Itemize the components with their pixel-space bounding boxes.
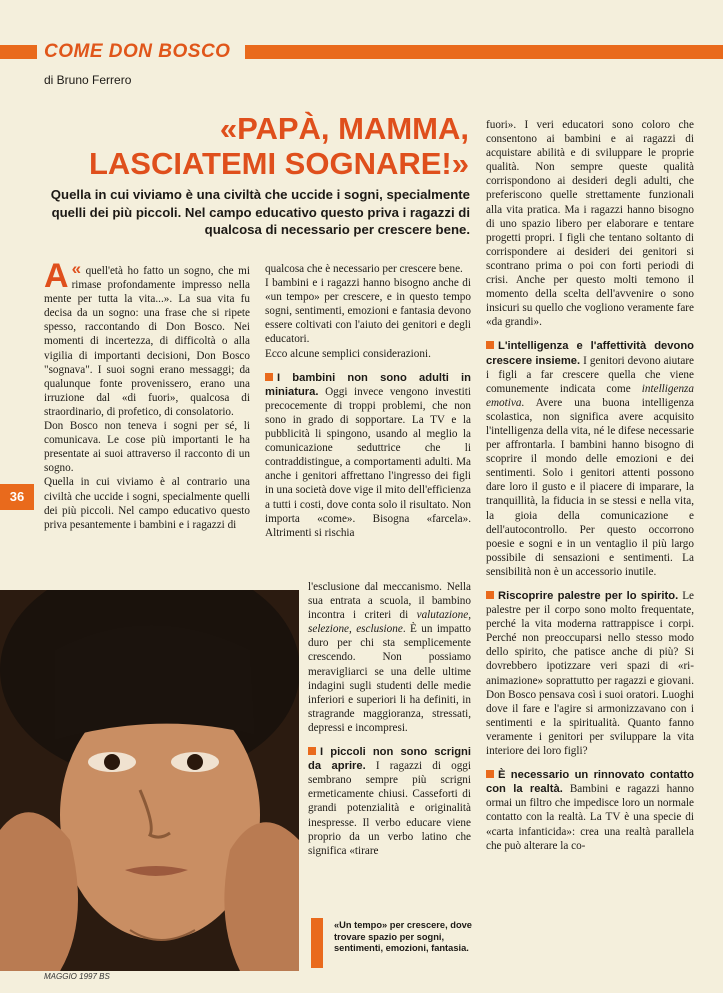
italic-text: intelligenza emotiva bbox=[486, 382, 694, 409]
paragraph-text: Le palestre per il corpo sono molto frequentate, perché la vita moderna rattrappisce i corpi. Perché non preoccuparsi nello stesso modo dello spirito, che patisce anche di più? Si dovrebbero ipotizzare veri spazi di «ri-animazione» soprattutto per ragazzi e giovani. Don Bosco pensava così i suoi oratori. Luoghi dove il fare e l'agire si armonizzavano con i sentimenti e la spiritualità. Quanto fanno veramente i genitori per sviluppare la vita interiore dei loro figli? bbox=[486, 590, 695, 758]
child-portrait-image bbox=[0, 590, 299, 971]
text-column-2-continued bbox=[308, 580, 471, 858]
paragraph bbox=[308, 580, 471, 735]
paragraph bbox=[44, 257, 250, 419]
paragraph-text: I ragazzi di oggi sembrano sempre più scrigni ermeticamente chiusi. Casseforti di grandi potenzialità e originalità inespresse. Il verbo educare viene proprio da un verbo latino che significa «tirare bbox=[308, 760, 472, 857]
subheading: Riscoprire palestre per lo spirito. bbox=[498, 590, 679, 602]
paragraph-text: l'esclusione dal meccanismo. Nella sua entrata a scuola, il bambino incontra i criteri di bbox=[308, 581, 471, 622]
header-bar-left bbox=[0, 45, 37, 59]
paragraph bbox=[308, 745, 471, 858]
text-column-3 bbox=[486, 118, 694, 853]
page-number: 36 bbox=[0, 484, 34, 510]
paragraph: I bambini e i ragazzi hanno bisogno anche di «un tempo» per crescere, e in questo tempo sogni, sentimenti, emozioni e fantasia devono essere coltivati con l'aiuto dei genitori e degli educatori. bbox=[265, 277, 471, 346]
bullet-square-icon bbox=[265, 373, 273, 381]
paragraph: fuori». I veri educatori sono coloro che consentono ai bambini e ai ragazzi di acquistare abilità e di sviluppare le proprie qualità. Non sempre queste qualità corrispondono ai desideri degli adulti, che preferiscono quelle strettamente funzionali alla vita pratica. Ma i ragazzi hanno bisogno di uno spazio libero per elaborare e tentare progetti propri. I figli che tentano soltanto di corrispondere ai desideri dei genitori si scontrano prima o poi con forti periodi di crisi. Anche per questo molti temono il momento della scelta dell'avvenire o sono insicuri su quello che vogliono veramente fare «da grandi». bbox=[486, 119, 694, 329]
title-line-2: LASCIATEMI SOGNARE!» bbox=[88, 146, 469, 181]
paragraph-text: . Avere una buona intelligenza scolastica, non significa avere acquisito l'intelligenza della vita, né le difese necessarie per affrontarla. I bambini hanno bisogno di scoprire il mondo delle emozioni e dei sentimenti. Solo i genitori attenti possono dare loro il gusto e il piacere di imparare, la tranquillità, la fiducia in se stessi e nella vita, la gioia della comunicazione e dell'autocontrollo. Per questo occorrono poesie e sogni e in un ventaglio il più largo possibile di sensazioni e sentimenti. La sensibilità non è un accessorio inutile. bbox=[486, 396, 694, 578]
opening-quote: « bbox=[71, 259, 82, 278]
paragraph-text: Bambini e ragazzi hanno ormai un filtro che impedisce loro un normale contatto con la realtà. La TV è una specie di «carta infanticida»: crea una realtà parallela che può alterare la co- bbox=[486, 783, 694, 852]
drop-cap: A bbox=[44, 257, 69, 295]
italic-text: valutazione, selezione, esclusione bbox=[308, 609, 471, 636]
paragraph-text: I genitori devono aiutare i figli a far crescere quella che viene comunemente indicata come bbox=[486, 354, 695, 395]
bullet-square-icon bbox=[486, 770, 494, 778]
section-title: COME DON BOSCO bbox=[44, 41, 231, 62]
paragraph: Don Bosco non teneva i sogni per sé, li comunicava. Le cose più importanti le ha presentate ai suoi attraverso il racconto di un sogno. bbox=[44, 420, 250, 475]
paragraph: Quella in cui viviamo è al contrario una civiltà che uccide i sogni, specialmente quelli dei più piccoli. Nel campo educativo questo priva pesantemente i bambini e i ragazzi di bbox=[44, 476, 250, 531]
article-lead: Quella in cui viviamo è una civiltà che uccide i sogni, specialmente quelli dei più piccoli. Nel campo educativo questo priva i ragazzi di qualcosa di necessario per crescere bene. bbox=[50, 187, 470, 237]
paragraph: qualcosa che è necessario per crescere bene. bbox=[265, 263, 463, 275]
child-portrait-illustration bbox=[0, 590, 299, 971]
paragraph bbox=[486, 339, 694, 579]
paragraph-text: . È un impatto duro per chi sta semplicemente crescendo. Non possiamo meravigliarci se una delle ultime indagini sugli studenti delle medie inferiori e superiori li ha definiti, in stragrande maggioranza, stressati, depressi e incompresi. bbox=[308, 623, 471, 734]
bullet-square-icon bbox=[486, 591, 494, 599]
subheading: È necessario un rinnovato contatto con la realtà. bbox=[486, 769, 694, 796]
paragraph: Ecco alcune semplici considerazioni. bbox=[265, 347, 431, 360]
author-byline: di Bruno Ferrero bbox=[44, 73, 132, 87]
caption-bar bbox=[311, 918, 323, 968]
paragraph-text: Oggi invece vengono investiti precocemente di troppi problemi, che non sono in grado di sopportare. La TV e la pubblicità li spingono, usando al meglio la comunicazione seduttrice che li contraddistingue, a comportamenti adulti. Ma anche i genitori affrettano l'ingresso dei figli in una società dove vige il mito dell'efficienza a tutti i costi, dove conta solo il risultato. Non importa «come». Bisogna «farcela». Altrimenti si rischia bbox=[265, 385, 471, 539]
header-bar-right bbox=[245, 45, 723, 59]
bullet-square-icon bbox=[486, 341, 494, 349]
paragraph bbox=[265, 371, 471, 540]
title-line-1: «PAPÀ, MAMMA, bbox=[219, 111, 469, 146]
subheading: I piccoli non sono scrigni da aprire. bbox=[308, 746, 471, 773]
subheading: I bambini non sono adulti in miniatura. bbox=[265, 371, 471, 398]
paragraph-text: quell'età ho fatto un sogno, che mi rimase profondamente impresso nella mente per tutta la vita...». La sua vita fu decisa da un sogno: una frase che si ripete spesso, raccontando di Don Bosco. Nei momenti di incertezza, di difficoltà o alla vigilia di importanti decisioni, Don Bosco "sognava". I suoi sogni erano messaggi; da qualunque fonte provenissero, erano una irruzione dal «di fuori», qualcosa di straordinario, di profetico, di consolatorio. bbox=[44, 265, 250, 418]
page-footer: MAGGIO 1997 BS bbox=[44, 972, 110, 981]
text-column-1 bbox=[44, 257, 250, 532]
paragraph bbox=[486, 768, 694, 853]
text-column-2 bbox=[265, 262, 471, 540]
paragraph bbox=[486, 589, 694, 758]
bullet-square-icon bbox=[308, 747, 316, 755]
subheading: L'intelligenza e l'affettività devono crescere insieme. bbox=[486, 340, 694, 367]
article-title bbox=[89, 111, 469, 181]
photo-caption: «Un tempo» per crescere, dove trovare spazio per sogni, sentimenti, emozioni, fantasia. bbox=[334, 920, 472, 953]
